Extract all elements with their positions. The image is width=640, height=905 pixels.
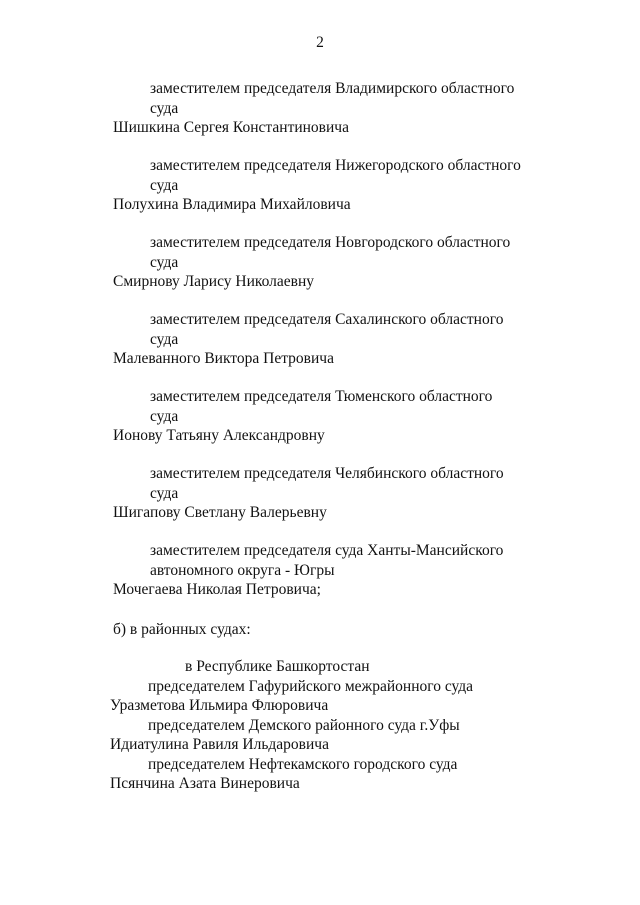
person-name: Смирнову Ларису Николаевну [113,273,315,290]
position-line: заместителем председателя Сахалинского областного [150,311,504,328]
person-name: Псянчина Азата Винеровича [110,775,300,792]
page-number: 2 [316,34,324,51]
position-line: заместителем председателя Новгородского областного [150,234,511,251]
position-line: суда [150,331,179,348]
position-line: автономного округа - Югры [150,562,335,579]
person-name: Ионову Татьяну Александровну [113,427,325,444]
person-name: Полухина Владимира Михайловича [113,196,351,213]
position-line: заместителем председателя Челябинского областного [150,465,504,482]
person-name: Малеванного Виктора Петровича [113,350,334,367]
position-line: заместителем председателя Тюменского областного [150,388,493,405]
position-line: заместителем председателя Владимирского областного [150,80,515,97]
position-line: заместителем председателя суда Ханты-Мансийского [150,542,504,559]
position-line: суда [150,100,179,117]
region-heading: в Республике Башкортостан [185,658,370,675]
person-name: Шигапову Светлану Валерьевну [113,504,327,521]
position-line: суда [150,254,179,271]
position-line: суда [150,177,179,194]
person-name: Шишкина Сергея Константиновича [113,119,349,136]
section-heading: б) в районных судах: [113,621,251,638]
position-line: суда [150,485,179,502]
position-line: председателем Нефтекамского городского суда [148,756,458,773]
position-line: суда [150,408,179,425]
position-line: заместителем председателя Нижегородского областного [150,157,521,174]
person-name: Идиатулина Равиля Ильдаровича [110,736,329,753]
person-name: Мочегаева Николая Петровича; [113,581,321,598]
position-line: председателем Демского районного суда г.Уфы [148,717,460,734]
person-name: Уразметова Ильмира Флюровича [110,697,329,714]
position-line: председателем Гафурийского межрайонного суда [148,678,474,695]
